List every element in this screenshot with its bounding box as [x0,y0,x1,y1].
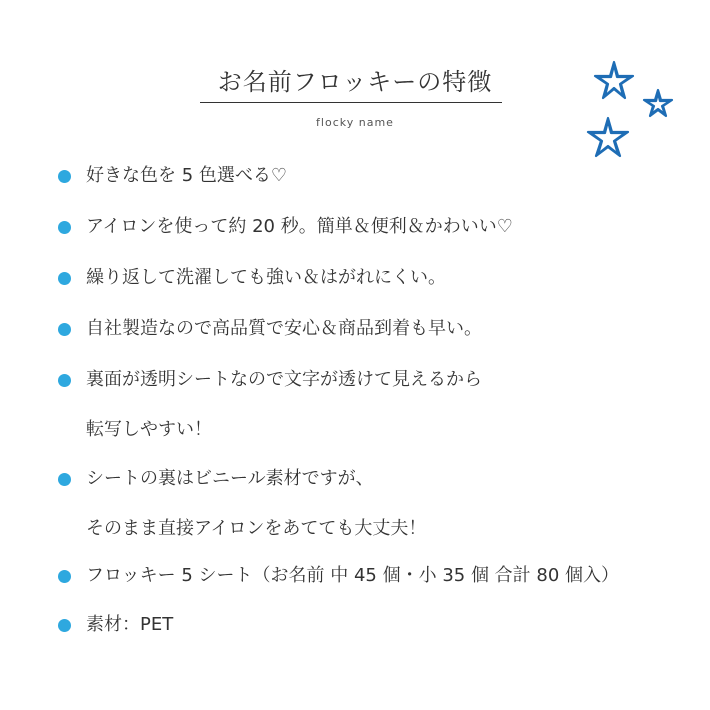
page-title: お名前フロッキーの特徴 [217,68,493,96]
feature-text-continued: 転写しやすい！ [86,419,212,440]
bullet-dot [58,619,71,632]
feature-text: 好きな色を 5 色選べる♡ [86,165,288,186]
feature-text: 繰り返して洗濯しても強い＆はがれにくい。 [86,267,446,288]
feature-text: 自社製造なので高品質で安心＆商品到着も早い。 [86,318,482,339]
feature-text: フロッキー 5 シート（お名前 中 45 個・小 35 個 合計 80 個入） [86,565,620,586]
bullet-dot [58,570,71,583]
feature-text: アイロンを使って約 20 秒。簡単＆便利＆かわいい♡ [86,216,513,237]
title-underline [200,102,502,103]
bullet-dot [58,272,71,285]
feature-text: 裏面が透明シートなので文字が透けて見えるから [86,369,482,390]
star-icon [595,62,633,98]
page-subtitle: flocky name [316,116,394,129]
star-icon [644,90,672,116]
stars-decoration [578,56,688,168]
bullet-dot [58,473,71,486]
bullet-dot [58,374,71,387]
bullet-dot [58,170,71,183]
bullet-dot [58,221,71,234]
feature-text-continued: そのまま直接アイロンをあてても大丈夫！ [86,518,427,539]
bullet-dot [58,323,71,336]
feature-text: シートの裏はビニール素材ですが、 [86,468,374,489]
star-icon [588,118,628,156]
feature-text: 素材：PET [86,614,174,635]
